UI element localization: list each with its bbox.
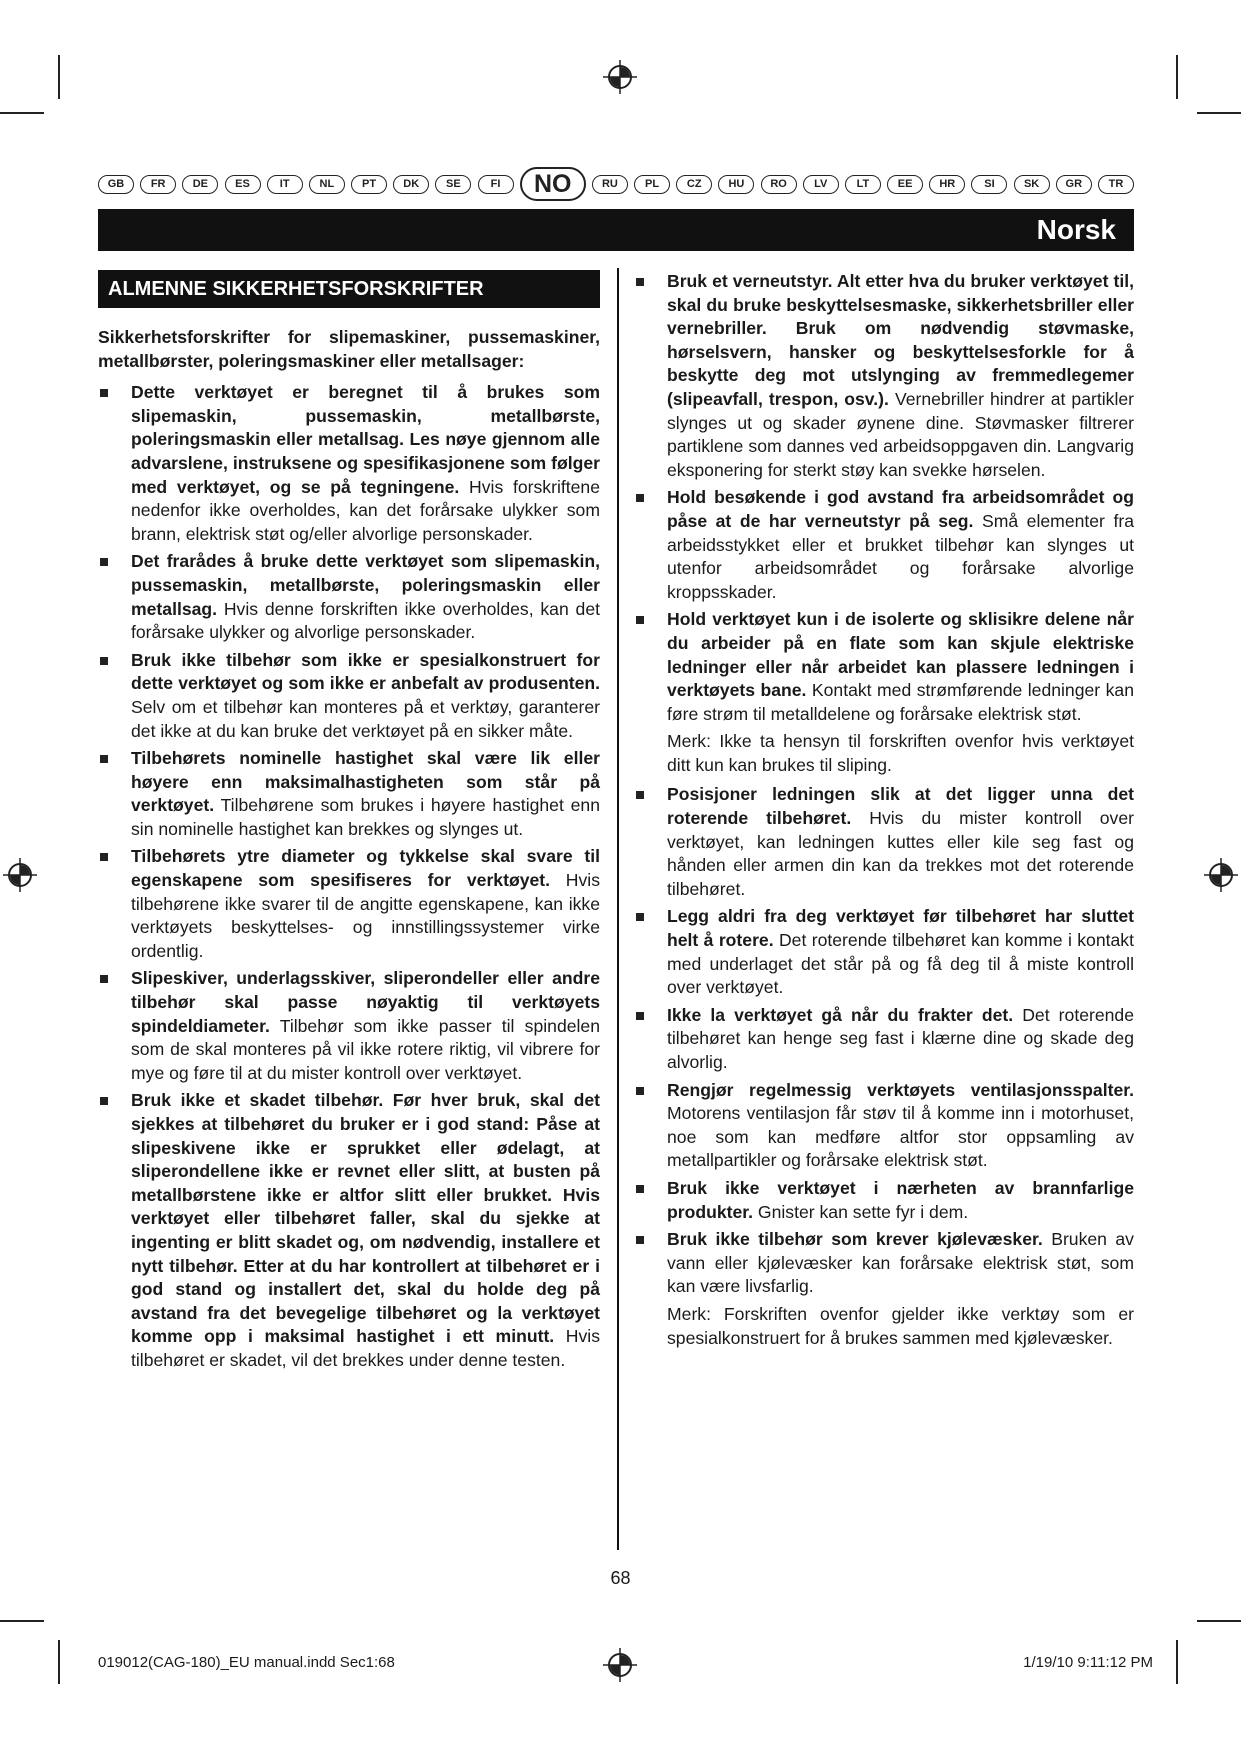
- language-tab-se: SE: [435, 175, 471, 194]
- bullet-icon: [636, 1012, 644, 1020]
- page-number: 68: [610, 1568, 631, 1588]
- safety-rule: [98, 967, 600, 1085]
- bullet-icon: [636, 1087, 644, 1095]
- language-tab-dk: DK: [393, 175, 429, 194]
- bullet-icon: [636, 494, 644, 502]
- rule-text: Hvis tilbehørene ikke svarer til de angitte egenskapene, kan ikke verktøyets beskyttelses- og innstillingssystemer virke ordentlig.: [131, 870, 600, 961]
- language-tab-hu: HU: [718, 175, 754, 194]
- bullet-icon: [636, 791, 644, 799]
- crop-mark: [1197, 112, 1241, 114]
- safety-rule: [634, 1004, 1134, 1075]
- crop-mark: [1176, 1640, 1178, 1684]
- safety-rule: [634, 270, 1134, 482]
- rule-text: Motorens ventilasjon får støv til å komme inn i motorhuset, noe som kan medføre altfor stor oppsamling av metallpartikler og forårsake elektrisk støt.: [667, 1103, 1134, 1171]
- intro-text: Sikkerhetsforskrifter for slipemaskiner, pussemaskiner, metallbørster, poleringsmaskiner eller metallsager:: [98, 327, 600, 371]
- bullet-icon: [100, 755, 108, 763]
- crop-mark: [58, 55, 60, 99]
- column-divider: [617, 268, 619, 1550]
- language-tab-no: NO: [520, 167, 586, 201]
- safety-rule: [634, 1177, 1134, 1224]
- language-tab-ro: RO: [761, 175, 797, 194]
- rule-text: Tilbehør som ikke passer til spindelen som de skal monteres på vil ikke rotere riktig, vil vibrere for mye og føre til at du mister kontroll over verktøyet.: [131, 1015, 600, 1083]
- left-column: [98, 270, 600, 1377]
- safety-rule: [98, 747, 600, 841]
- footer-datetime: 1/19/10 9:11:12 PM: [1023, 1654, 1153, 1671]
- rule-text: Bruken av vann eller kjølevæsker kan forårsake elektrisk støt, som kan være livsfarlig.: [667, 1229, 1134, 1297]
- language-tab-fr: FR: [140, 175, 176, 194]
- rule-text: Vernebriller hindrer at partikler slynges ut og skader øynene dine. Støvmasker filtrerer partiklene som dannes ved arbeidsoppgaven din. Langvarig eksponering for sterkt støy kan svekke hørselen.: [667, 388, 1134, 480]
- language-tab-ee: EE: [887, 175, 923, 194]
- rule-bold-text: Bruk ikke tilbehør som krever kjølevæsker.: [667, 1229, 1043, 1250]
- rule-bold-text: Legg aldri fra deg verktøyet før tilbehøret har sluttet helt å rotere.: [667, 906, 1134, 951]
- bullet-icon: [100, 1097, 108, 1105]
- language-tab-cz: CZ: [676, 175, 712, 194]
- safety-rule: [634, 905, 1134, 999]
- rule-text: Det roterende tilbehøret kan henge seg fast i klærne dine og skade deg alvorlig.: [667, 1004, 1134, 1072]
- bullet-icon: [100, 853, 108, 861]
- page-title: Norsk: [98, 209, 1134, 251]
- language-tab-hr: HR: [929, 175, 965, 194]
- rule-bold-text: Slipeskiver, underlagsskiver, sliperondeller eller andre tilbehør skal passe nøyaktig til verktøyets spindeldiameter.: [131, 968, 600, 1036]
- registration-mark-icon: [603, 1648, 637, 1682]
- rule-bold-text: Ikke la verktøyet gå når du frakter det.: [667, 1004, 1014, 1025]
- rule-bold-text: Bruk ikke tilbehør som ikke er spesialkonstruert for dette verktøyet og som ikke er anbefalt av produsenten.: [131, 649, 600, 694]
- safety-rule: [634, 486, 1134, 604]
- rule-note: Merk: Ikke ta hensyn til forskriften ovenfor hvis verktøyet ditt kun kan brukes til sliping.: [667, 731, 1134, 775]
- language-tab-es: ES: [225, 175, 261, 194]
- rule-bold-text: Bruk ikke verktøyet i nærheten av brannfarlige produkter.: [667, 1177, 1134, 1222]
- language-tab-tr: TR: [1098, 175, 1134, 194]
- registration-mark-icon: [603, 60, 637, 94]
- right-column: [634, 270, 1134, 1356]
- bullet-icon: [636, 913, 644, 921]
- bullet-icon: [100, 975, 108, 983]
- rule-note: Merk: Forskriften ovenfor gjelder ikke verktøy som er spesialkonstruert for å brukes sammen med kjølevæsker.: [667, 1303, 1134, 1348]
- safety-rule: [98, 845, 600, 963]
- safety-rule: [98, 1089, 600, 1372]
- safety-rule: [634, 1228, 1134, 1299]
- rule-text: Tilbehørene som brukes i høyere hastighet enn sin nominelle hastighet kan brekkes og slynges ut.: [131, 795, 600, 839]
- rule-bold-text: Rengjør regelmessig verktøyets ventilasjonsspalter.: [667, 1079, 1134, 1100]
- rule-text: Hvis du mister kontroll over verktøyet, kan ledningen kuttes eller kile seg fast og hånden eller armen din kan da trekkes mot det roterende tilbehøret.: [667, 808, 1134, 899]
- safety-rule: [634, 783, 1134, 901]
- rule-bold-text: Dette verktøyet er beregnet til å brukes som slipemaskin, pussemaskin, metallbørste, poleringsmaskin eller metallsag. Les nøye gjennom alle advarslene, instruksene og spesifikasjonene som følger med verktøyet, og se på tegningene.: [131, 382, 600, 497]
- footer-file: 019012(CAG-180)_EU manual.indd Sec1:68: [98, 1654, 395, 1671]
- language-tab-it: IT: [267, 175, 303, 194]
- language-tab-lv: LV: [803, 175, 839, 194]
- registration-mark-icon: [1204, 858, 1238, 892]
- language-tab-sk: SK: [1014, 175, 1050, 194]
- rule-bold-text: Posisjoner ledningen slik at det ligger unna det roterende tilbehøret.: [667, 784, 1134, 829]
- rule-bold-text: Bruk et verneutstyr. Alt etter hva du bruker verktøyet til, skal du bruke beskyttelsesmaske, sikkerhetsbriller eller vernebriller. Bruk om nødvendig støvmaske, hørselsvern, hansker og beskyttelsesforkle for å beskytte deg mot utslynging av fremmedlegemer (slipeavfall, trespon, osv.).: [667, 271, 1134, 409]
- crop-mark: [1176, 55, 1178, 99]
- rule-text: Selv om et tilbehør kan monteres på et verktøy, garanterer det ikke at du kan bruke det verktøyet på en sikker måte.: [131, 696, 600, 741]
- bullet-icon: [636, 1236, 644, 1244]
- language-tabs: [98, 167, 1134, 201]
- rule-text: Hvis forskriftene nedenfor ikke overholdes, kan det forårsake ulykker som brann, elektrisk støt og/eller alvorlige personskader.: [131, 476, 600, 544]
- rule-text: Det roterende tilbehøret kan komme i kontakt med underlaget det står på og få deg til å miste kontroll over verktøyet.: [667, 930, 1134, 998]
- crop-mark: [0, 112, 44, 114]
- language-tab-ru: RU: [592, 175, 628, 194]
- rule-text: Hvis denne forskriften ikke overholdes, kan det forårsake ulykker og alvorlige personskader.: [131, 598, 600, 643]
- crop-mark: [0, 1620, 44, 1622]
- safety-rules-list: [634, 270, 1134, 1350]
- rule-bold-text: Tilbehørets ytre diameter og tykkelse skal svare til egenskapene som spesifiseres for verktøyet.: [131, 846, 600, 891]
- safety-rule: [98, 381, 600, 546]
- rule-bold-text: Tilbehørets nominelle hastighet skal være lik eller høyere enn maksimalhastigheten som står på verktøyet.: [131, 748, 600, 816]
- language-tab-gr: GR: [1056, 175, 1092, 194]
- rule-text: Hvis tilbehøret er skadet, vil det brekkes under denne testen.: [131, 1326, 600, 1370]
- safety-rule: [634, 1079, 1134, 1173]
- safety-rule: [98, 649, 600, 743]
- bullet-icon: [636, 278, 644, 286]
- safety-rules-list: [98, 381, 600, 1372]
- language-tab-lt: LT: [845, 175, 881, 194]
- bullet-icon: [636, 616, 644, 624]
- bullet-icon: [636, 1185, 644, 1193]
- rule-bold-text: Det frarådes å bruke dette verktøyet som slipemaskin, pussemaskin, metallbørste, poleringsmaskin eller metallsag.: [131, 551, 600, 619]
- language-tab-gb: GB: [98, 175, 134, 194]
- bullet-icon: [100, 558, 108, 566]
- rule-text: Gnister kan sette fyr i dem.: [753, 1201, 969, 1222]
- language-tab-nl: NL: [309, 175, 345, 194]
- language-tab-de: DE: [182, 175, 218, 194]
- safety-rule: [98, 550, 600, 644]
- crop-mark: [58, 1640, 60, 1684]
- crop-mark: [1197, 1620, 1241, 1622]
- bullet-icon: [100, 657, 108, 665]
- rule-bold-text: Hold besøkende i god avstand fra arbeidsområdet og påse at de har verneutstyr på seg.: [667, 487, 1134, 531]
- registration-mark-icon: [3, 858, 37, 892]
- language-tab-fi: FI: [478, 175, 514, 194]
- bullet-icon: [100, 389, 108, 397]
- language-tab-pt: PT: [351, 175, 387, 194]
- language-tab-pl: PL: [634, 175, 670, 194]
- section-heading: ALMENNE SIKKERHETSFORSKRIFTER: [98, 270, 600, 308]
- rule-bold-text: Bruk ikke et skadet tilbehør. Før hver bruk, skal det sjekkes at tilbehøret du bruker er i god stand: Påse at slipeskivene ikke er sprukket eller ødelagt, at sliperondellene ikke er revnet eller slitt, at busten på metallbørstene ikke er altfor slitt eller brukket. Hvis verktøyet eller tilbehøret faller, skal du sjekke at ingenting er blitt skadet og, om nødvendig, installere et nytt tilbehør. Etter at du har kontrollert at tilbehøret er i god stand og installert det, skal du holde deg på avstand fra det bevegelige tilbehøret og la verktøyet komme opp i maksimal hastighet i ett minutt.: [131, 1090, 600, 1347]
- safety-rule: [634, 608, 1134, 726]
- rule-text: Små elementer fra arbeidsstykket eller et brukket tilbehør kan slynges ut utenfor arbeidsområdet og forårsake alvorlige kroppsskader.: [667, 510, 1134, 602]
- language-tab-si: SI: [971, 175, 1007, 194]
- rule-text: Kontakt med strømførende ledninger kan føre strøm til metalldelene og forårsake elektrisk støt.: [667, 680, 1134, 724]
- rule-bold-text: Hold verktøyet kun i de isolerte og sklisikre delene når du arbeider på en flate som kan skjule elektriske ledninger eller når arbeidet kan plassere ledningen i verktøyets bane.: [667, 609, 1134, 701]
